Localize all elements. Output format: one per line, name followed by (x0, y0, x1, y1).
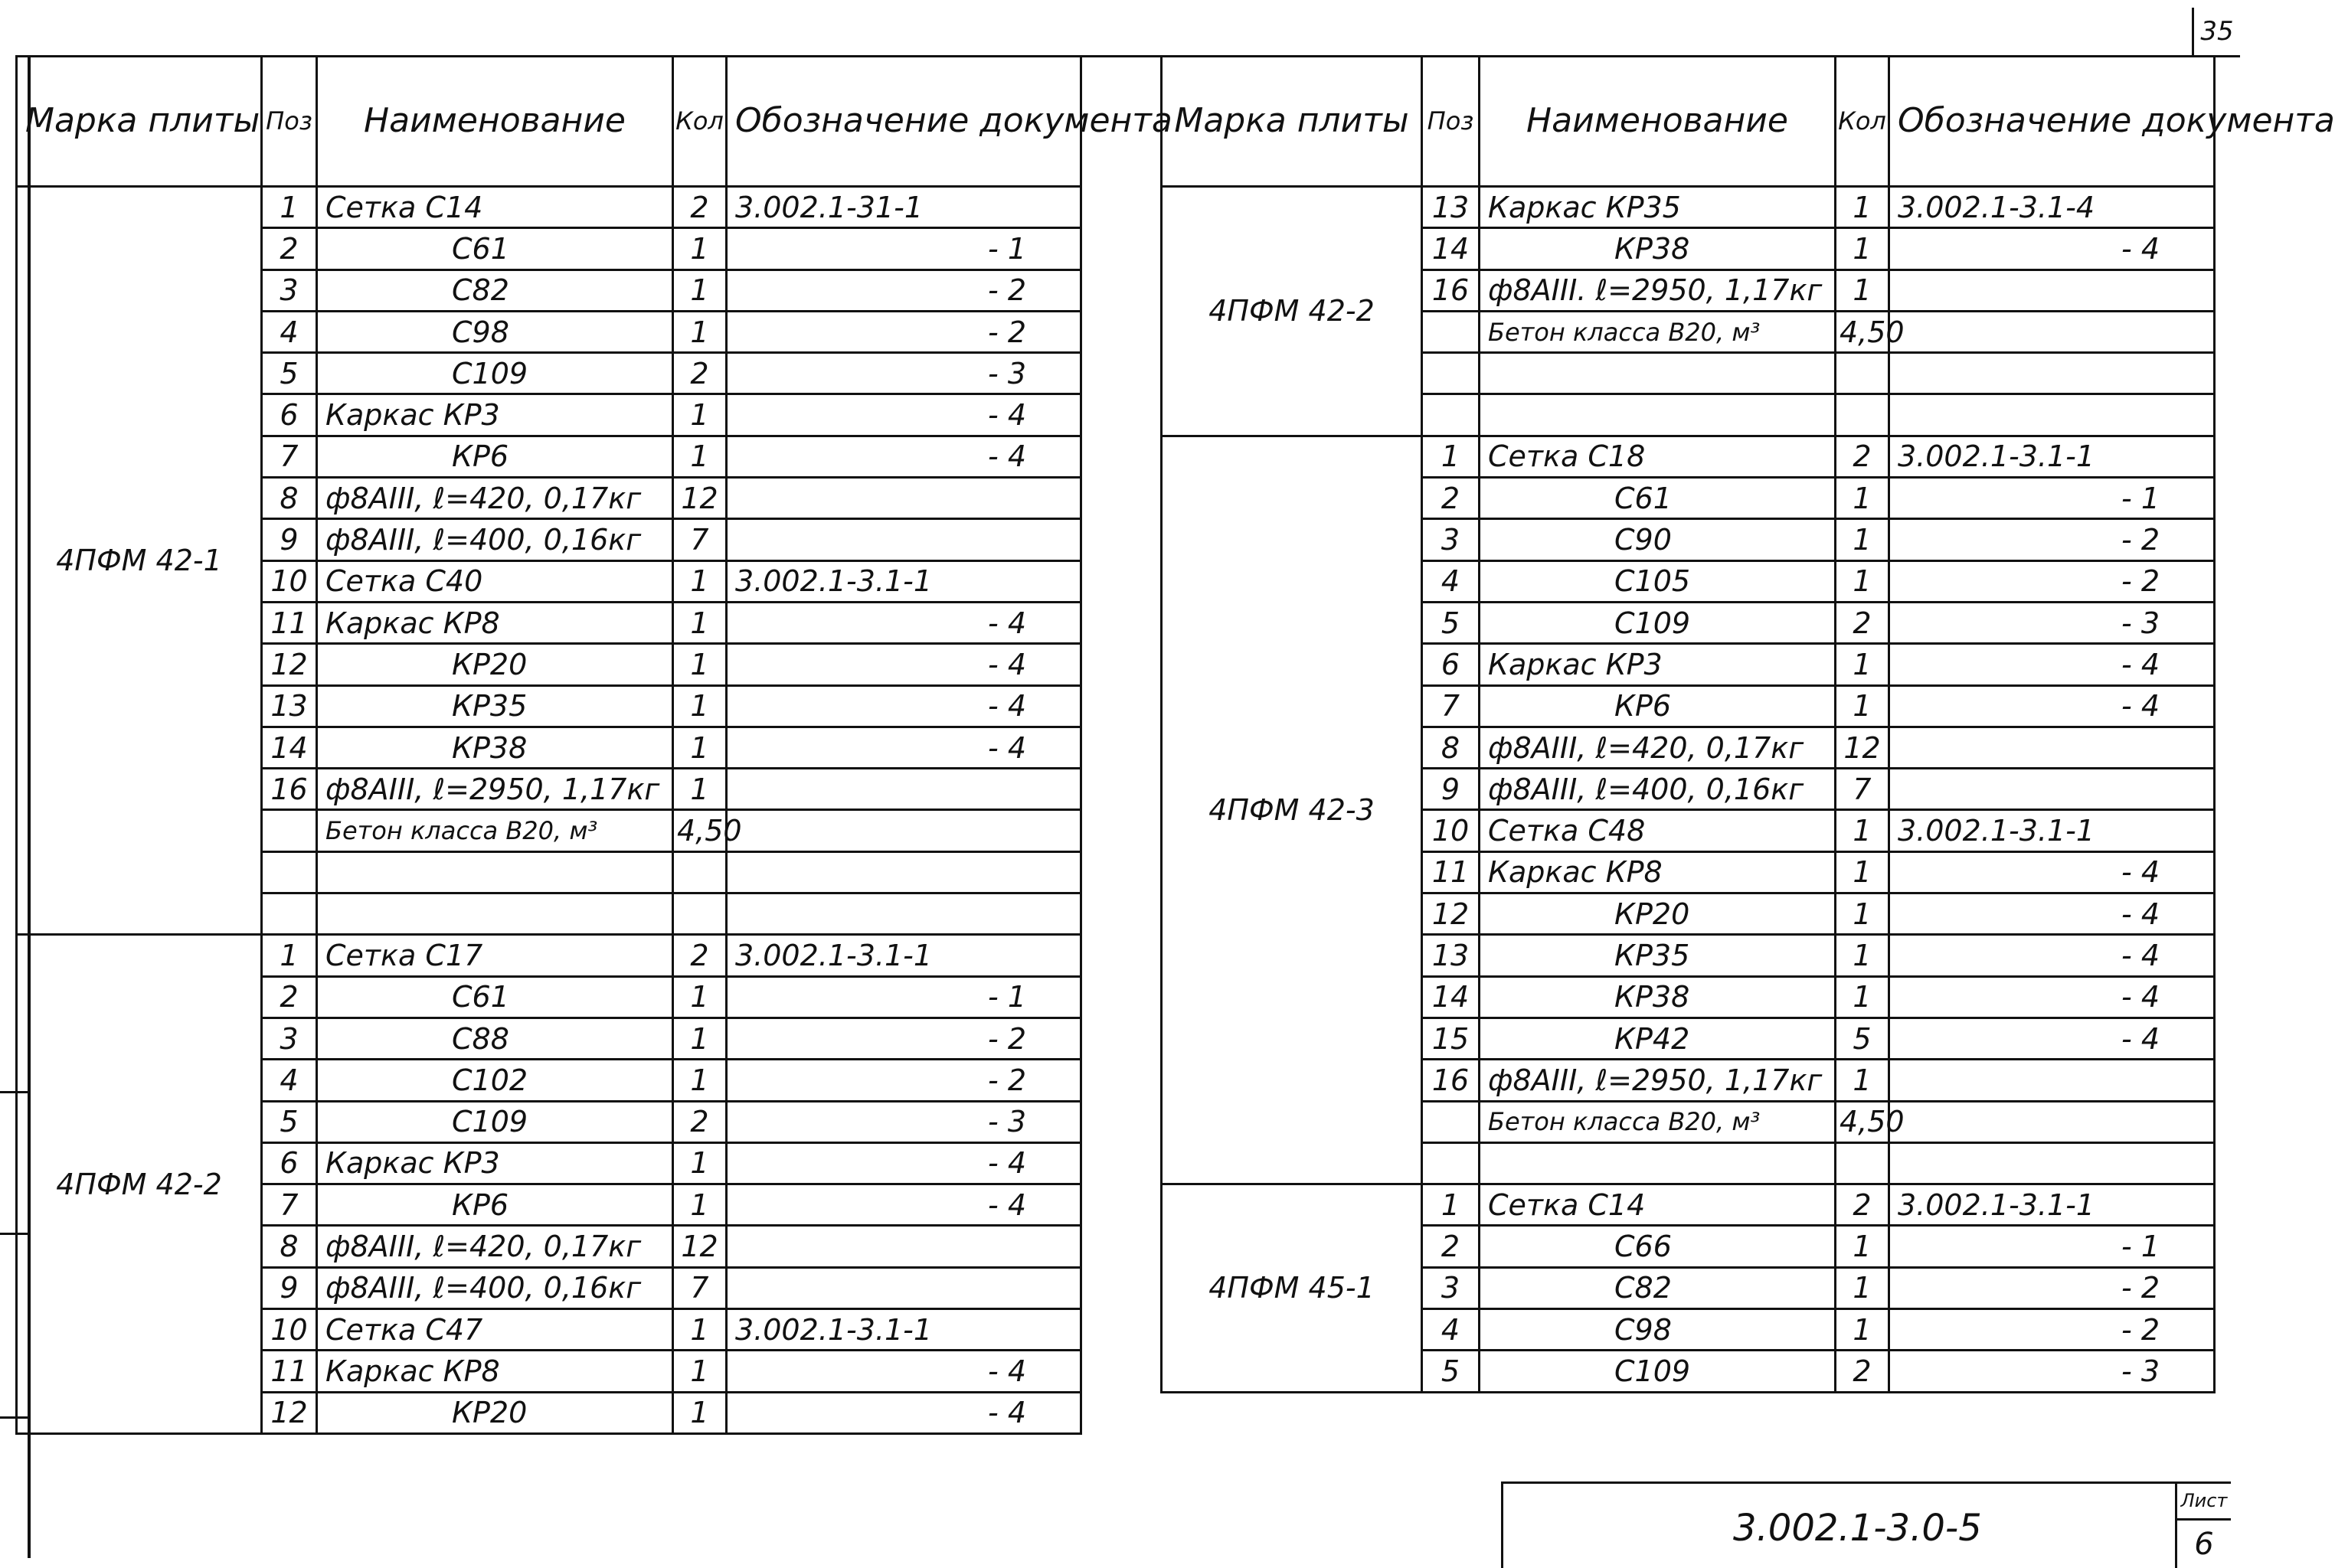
document-cell (1889, 727, 2215, 768)
name-cell: Бетон класса В20, м³ (1480, 1101, 1836, 1142)
name-cell: ф8АIII, ℓ=2950, 1,17кг (1480, 1060, 1836, 1101)
table-row (1162, 1184, 2215, 1226)
quantity-cell: 1 (673, 311, 727, 352)
document-cell: - 4 (1889, 976, 2215, 1018)
name-cell: Сетка С47 (317, 1309, 673, 1351)
document-cell: - 4 (727, 1392, 1081, 1433)
position-cell: 1 (262, 935, 317, 976)
name-cell: С98 (1480, 1309, 1836, 1351)
quantity-cell (1836, 353, 1889, 394)
document-cell: - 4 (727, 1142, 1081, 1184)
quantity-cell: 1 (1836, 1309, 1889, 1351)
name-cell: КР38 (317, 727, 673, 768)
position-cell: 2 (1422, 478, 1480, 519)
header-doc: Обозначение документа (1889, 57, 2215, 187)
position-cell: 8 (262, 478, 317, 519)
plate-mark: 4ПФМ 42-1 (17, 187, 262, 935)
position-cell: 4 (1422, 560, 1480, 602)
document-code: 3.002.1-3.0-5 (1733, 1507, 1982, 1550)
header-mark: Марка плиты (1162, 57, 1422, 187)
name-cell: КР20 (317, 1392, 673, 1433)
name-cell (317, 893, 673, 935)
position-cell: 8 (262, 1226, 317, 1267)
position-cell: 12 (262, 1392, 317, 1433)
name-cell: Сетка С17 (317, 935, 673, 976)
name-cell: ф8АIII, ℓ=400, 0,16кг (317, 1267, 673, 1308)
right-spec-table (1160, 55, 2335, 1393)
name-cell: Каркас КР3 (1480, 644, 1836, 685)
document-cell (727, 519, 1081, 560)
name-cell: КР20 (1480, 893, 1836, 935)
document-cell: - 4 (1889, 935, 2215, 976)
position-cell: 5 (262, 353, 317, 394)
name-cell: КР6 (317, 1184, 673, 1226)
quantity-cell: 1 (673, 560, 727, 602)
document-cell: - 1 (1889, 1226, 2215, 1267)
table-row (17, 935, 1081, 976)
name-cell: Каркас КР8 (1480, 851, 1836, 893)
document-cell: - 4 (727, 436, 1081, 477)
document-cell: - 2 (727, 1018, 1081, 1059)
plate-mark: 4ПФМ 42-2 (17, 935, 262, 1434)
quantity-cell: 1 (673, 1309, 727, 1351)
quantity-cell: 12 (1836, 727, 1889, 768)
quantity-cell: 4,50 (1836, 311, 1889, 352)
position-cell (262, 851, 317, 893)
quantity-cell: 1 (673, 1060, 727, 1101)
quantity-cell: 1 (673, 1351, 727, 1392)
header-row (17, 57, 1081, 187)
position-cell: 7 (1422, 685, 1480, 727)
position-cell (1422, 1142, 1480, 1184)
quantity-cell: 2 (673, 1101, 727, 1142)
document-cell: 3.002.1-3.1-1 (727, 560, 1081, 602)
name-cell: Бетон класса В20, м³ (1480, 311, 1836, 352)
header-qty: Кол (1836, 57, 1889, 187)
name-cell (1480, 394, 1836, 436)
document-cell: 3.002.1-3.1-1 (727, 1309, 1081, 1351)
name-cell: Каркас КР8 (317, 1351, 673, 1392)
quantity-cell: 2 (1836, 1351, 1889, 1392)
document-cell: - 3 (727, 1101, 1081, 1142)
position-cell: 3 (262, 270, 317, 311)
name-cell: КР20 (317, 644, 673, 685)
position-cell (262, 810, 317, 851)
quantity-cell: 1 (1836, 1226, 1889, 1267)
document-cell (1889, 353, 2215, 394)
quantity-cell: 1 (1836, 228, 1889, 270)
position-cell: 15 (1422, 1018, 1480, 1059)
header-doc: Обозначение документа (727, 57, 1081, 187)
name-cell: КР42 (1480, 1018, 1836, 1059)
table-row (1162, 187, 2215, 228)
position-cell: 13 (262, 685, 317, 727)
position-cell: 3 (262, 1018, 317, 1059)
quantity-cell: 1 (673, 1392, 727, 1433)
document-cell: - 4 (1889, 893, 2215, 935)
position-cell (1422, 311, 1480, 352)
quantity-cell (1836, 1142, 1889, 1184)
quantity-cell: 1 (673, 394, 727, 436)
quantity-cell: 1 (1836, 935, 1889, 976)
quantity-cell: 1 (673, 270, 727, 311)
position-cell: 10 (1422, 810, 1480, 851)
name-cell: С61 (317, 228, 673, 270)
quantity-cell: 5 (1836, 1018, 1889, 1059)
quantity-cell: 2 (1836, 436, 1889, 477)
document-cell (727, 893, 1081, 935)
position-cell: 16 (262, 769, 317, 810)
quantity-cell: 1 (1836, 1060, 1889, 1101)
quantity-cell: 1 (673, 644, 727, 685)
quantity-cell: 1 (1836, 478, 1889, 519)
name-cell: С105 (1480, 560, 1836, 602)
name-cell: КР35 (1480, 935, 1836, 976)
name-cell: ф8АIII, ℓ=400, 0,16кг (317, 519, 673, 560)
position-cell: 11 (262, 1351, 317, 1392)
name-cell: С109 (317, 1101, 673, 1142)
header-pos: Поз (1422, 57, 1480, 187)
name-cell: КР6 (317, 436, 673, 477)
position-cell: 6 (262, 1142, 317, 1184)
document-cell: - 4 (727, 602, 1081, 643)
quantity-cell: 1 (1836, 1267, 1889, 1308)
quantity-cell: 1 (673, 228, 727, 270)
document-cell: 3.002.1-3.1-1 (1889, 1184, 2215, 1226)
document-cell: 3.002.1-3.1-1 (1889, 436, 2215, 477)
header-name: Наименование (1480, 57, 1836, 187)
document-cell (1889, 394, 2215, 436)
quantity-cell: 1 (1836, 976, 1889, 1018)
document-cell: - 4 (727, 685, 1081, 727)
name-cell: Бетон класса В20, м³ (317, 810, 673, 851)
quantity-cell: 1 (1836, 519, 1889, 560)
quantity-cell: 2 (1836, 602, 1889, 643)
document-cell: - 3 (1889, 602, 2215, 643)
document-cell (727, 478, 1081, 519)
name-cell: С98 (317, 311, 673, 352)
position-cell: 4 (262, 1060, 317, 1101)
name-cell: Каркас КР8 (317, 602, 673, 643)
name-cell: С102 (317, 1060, 673, 1101)
position-cell: 5 (1422, 1351, 1480, 1392)
quantity-cell: 1 (673, 976, 727, 1018)
position-cell (1422, 394, 1480, 436)
position-cell: 6 (1422, 644, 1480, 685)
document-cell: - 2 (1889, 560, 2215, 602)
name-cell: КР38 (1480, 976, 1836, 1018)
name-cell: Сетка С40 (317, 560, 673, 602)
position-cell: 14 (1422, 228, 1480, 270)
name-cell: КР35 (317, 685, 673, 727)
document-cell: 3.002.1-3.1-1 (1889, 810, 2215, 851)
document-cell: - 1 (727, 228, 1081, 270)
quantity-cell: 2 (673, 935, 727, 976)
document-cell: - 4 (727, 727, 1081, 768)
document-cell: - 3 (727, 353, 1081, 394)
document-cell: - 4 (1889, 644, 2215, 685)
left-spec-table (15, 55, 1172, 1435)
document-cell (1889, 270, 2215, 311)
name-cell: С90 (1480, 519, 1836, 560)
document-cell: - 4 (1889, 1018, 2215, 1059)
position-cell: 1 (1422, 436, 1480, 477)
document-cell (727, 769, 1081, 810)
name-cell (317, 851, 673, 893)
document-cell (727, 810, 1081, 851)
position-cell: 4 (1422, 1309, 1480, 1351)
position-cell: 2 (262, 976, 317, 1018)
name-cell: ф8АIII, ℓ=420, 0,17кг (317, 1226, 673, 1267)
name-cell: Каркас КР35 (1480, 187, 1836, 228)
name-cell: С61 (317, 976, 673, 1018)
document-cell: 3.002.1-31-1 (727, 187, 1081, 228)
position-cell: 3 (1422, 1267, 1480, 1308)
quantity-cell: 7 (673, 519, 727, 560)
name-cell: С82 (317, 270, 673, 311)
position-cell: 12 (262, 644, 317, 685)
plate-mark: 4ПФМ 42-3 (1162, 436, 1422, 1184)
quantity-cell: 2 (673, 353, 727, 394)
name-cell: С66 (1480, 1226, 1836, 1267)
quantity-cell: 1 (673, 685, 727, 727)
quantity-cell: 2 (673, 187, 727, 228)
document-cell (1889, 311, 2215, 352)
document-cell (727, 1267, 1081, 1308)
header-qty: Кол (673, 57, 727, 187)
document-cell (1889, 769, 2215, 810)
header-row (1162, 57, 2215, 187)
document-cell: - 2 (1889, 1309, 2215, 1351)
name-cell: С109 (1480, 1351, 1836, 1392)
position-cell (262, 893, 317, 935)
name-cell: Сетка С18 (1480, 436, 1836, 477)
quantity-cell: 7 (673, 1267, 727, 1308)
document-cell: 3.002.1-3.1-1 (727, 935, 1081, 976)
quantity-cell: 1 (673, 1184, 727, 1226)
document-cell: - 4 (1889, 228, 2215, 270)
document-cell (1889, 1101, 2215, 1142)
name-cell: Каркас КР3 (317, 394, 673, 436)
position-cell: 14 (262, 727, 317, 768)
position-cell: 5 (1422, 602, 1480, 643)
quantity-cell: 1 (1836, 685, 1889, 727)
position-cell: 3 (1422, 519, 1480, 560)
position-cell: 2 (1422, 1226, 1480, 1267)
name-cell: ф8АIII, ℓ=420, 0,17кг (317, 478, 673, 519)
quantity-cell: 1 (1836, 810, 1889, 851)
position-cell: 8 (1422, 727, 1480, 768)
position-cell: 13 (1422, 187, 1480, 228)
quantity-cell: 4,50 (1836, 1101, 1889, 1142)
position-cell: 9 (1422, 769, 1480, 810)
name-cell: ф8АIII, ℓ=420, 0,17кг (1480, 727, 1836, 768)
name-cell: КР6 (1480, 685, 1836, 727)
document-cell: - 2 (1889, 1267, 2215, 1308)
plate-mark: 4ПФМ 42-2 (1162, 187, 1422, 436)
position-cell: 1 (262, 187, 317, 228)
quantity-cell (673, 851, 727, 893)
name-cell: Каркас КР3 (317, 1142, 673, 1184)
document-cell: - 3 (1889, 1351, 2215, 1392)
name-cell: С61 (1480, 478, 1836, 519)
position-cell: 1 (1422, 1184, 1480, 1226)
name-cell: С109 (1480, 602, 1836, 643)
sheet-number: 6 (2175, 1521, 2231, 1568)
name-cell: С109 (317, 353, 673, 394)
document-cell: - 1 (727, 976, 1081, 1018)
quantity-cell: 1 (673, 1018, 727, 1059)
name-cell: ф8АIII, ℓ=400, 0,16кг (1480, 769, 1836, 810)
quantity-cell: 1 (1836, 560, 1889, 602)
position-cell: 10 (262, 560, 317, 602)
position-cell: 16 (1422, 270, 1480, 311)
sheet-label: Лист (2175, 1484, 2231, 1521)
header-mark: Марка плиты (17, 57, 262, 187)
document-cell: - 2 (1889, 519, 2215, 560)
position-cell: 11 (262, 602, 317, 643)
quantity-cell: 1 (1836, 893, 1889, 935)
document-cell: - 4 (1889, 851, 2215, 893)
name-cell: С88 (317, 1018, 673, 1059)
quantity-cell: 1 (1836, 851, 1889, 893)
position-cell: 6 (262, 394, 317, 436)
document-cell (1889, 1142, 2215, 1184)
position-cell (1422, 353, 1480, 394)
name-cell: ф8АIII. ℓ=2950, 1,17кг (1480, 270, 1836, 311)
table-row (1162, 436, 2215, 477)
page-number: 35 (2192, 8, 2240, 57)
title-block-stamp (1501, 1481, 2231, 1568)
quantity-cell: 12 (673, 1226, 727, 1267)
document-cell: - 1 (1889, 478, 2215, 519)
quantity-cell (1836, 394, 1889, 436)
document-cell: - 2 (727, 270, 1081, 311)
position-cell: 11 (1422, 851, 1480, 893)
header-pos: Поз (262, 57, 317, 187)
name-cell: Сетка С48 (1480, 810, 1836, 851)
quantity-cell: 7 (1836, 769, 1889, 810)
name-cell: ф8АIII, ℓ=2950, 1,17кг (317, 769, 673, 810)
document-cell: - 4 (727, 1351, 1081, 1392)
quantity-cell: 1 (673, 727, 727, 768)
quantity-cell: 1 (673, 436, 727, 477)
document-cell: - 4 (727, 1184, 1081, 1226)
quantity-cell: 1 (1836, 187, 1889, 228)
name-cell: С82 (1480, 1267, 1836, 1308)
quantity-cell: 1 (1836, 644, 1889, 685)
position-cell: 9 (262, 519, 317, 560)
plate-mark: 4ПФМ 45-1 (1162, 1184, 1422, 1392)
quantity-cell: 1 (673, 1142, 727, 1184)
table-row (17, 187, 1081, 228)
header-name: Наименование (317, 57, 673, 187)
quantity-cell (673, 893, 727, 935)
position-cell: 12 (1422, 893, 1480, 935)
document-cell (1889, 1060, 2215, 1101)
position-cell: 16 (1422, 1060, 1480, 1101)
document-cell (727, 851, 1081, 893)
quantity-cell: 12 (673, 478, 727, 519)
position-cell: 4 (262, 311, 317, 352)
document-cell (727, 1226, 1081, 1267)
position-cell: 10 (262, 1309, 317, 1351)
position-cell (1422, 1101, 1480, 1142)
position-cell: 2 (262, 228, 317, 270)
name-cell (1480, 1142, 1836, 1184)
quantity-cell: 1 (673, 602, 727, 643)
document-cell: - 4 (1889, 685, 2215, 727)
document-cell: 3.002.1-3.1-4 (1889, 187, 2215, 228)
position-cell: 14 (1422, 976, 1480, 1018)
document-cell: - 2 (727, 1060, 1081, 1101)
quantity-cell: 1 (1836, 270, 1889, 311)
document-cell: - 4 (727, 644, 1081, 685)
name-cell (1480, 353, 1836, 394)
position-cell: 7 (262, 436, 317, 477)
position-cell: 7 (262, 1184, 317, 1226)
quantity-cell: 2 (1836, 1184, 1889, 1226)
name-cell: Сетка С14 (317, 187, 673, 228)
position-cell: 9 (262, 1267, 317, 1308)
document-cell: - 4 (727, 394, 1081, 436)
quantity-cell: 4,50 (673, 810, 727, 851)
document-cell: - 2 (727, 311, 1081, 352)
position-cell: 13 (1422, 935, 1480, 976)
quantity-cell: 1 (673, 769, 727, 810)
position-cell: 5 (262, 1101, 317, 1142)
name-cell: КР38 (1480, 228, 1836, 270)
name-cell: Сетка С14 (1480, 1184, 1836, 1226)
